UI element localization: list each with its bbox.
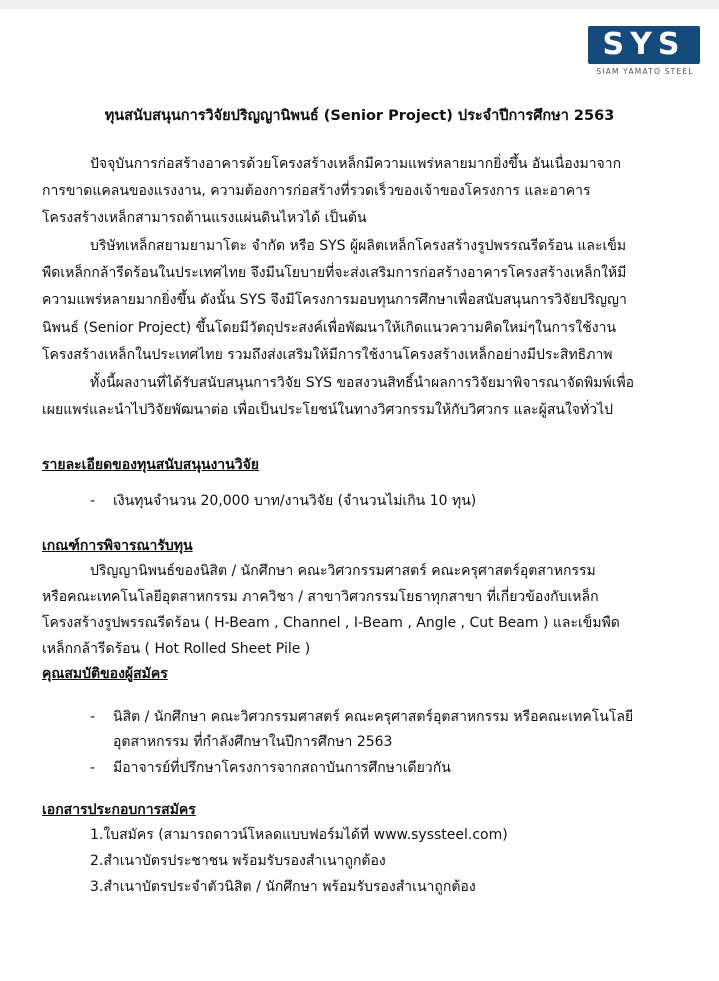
intro-line: นิพนธ์ (Senior Project) ขึ้นโดยมีวัตถุประสงค์เพื่อพัฒนาให้เกิดแนวความคิดใหม่ๆในการใช้งาน bbox=[42, 320, 617, 336]
logo-mark-box bbox=[588, 26, 700, 64]
qualifications-heading: คุณสมบัติของผู้สมัคร bbox=[42, 666, 168, 682]
intro-line: โครงสร้างเหล็กสามารถต้านแรงแผ่นดินไหวได้ เป็นต้น bbox=[42, 210, 367, 226]
intro-line: ทั้งนี้ผลงานที่ได้รับสนับสนุนการวิจัย SYS ขอสงวนสิทธิ์นำผลการวิจัยมาพิจารณาจัดพิมพ์เพื่อ bbox=[90, 375, 635, 391]
documents-item: 3.สำเนาบัตรประจำตัวนิสิต / นักศึกษา พร้อมรับรองสำเนาถูกต้อง bbox=[90, 879, 476, 895]
criteria-heading: เกณฑ์การพิจารณารับทุน bbox=[42, 538, 193, 554]
intro-line: พืดเหล็กกล้ารีดร้อนในประเทศไทย จึงมีนโยบายที่จะส่งเสริมการก่อสร้างอาคารโครงสร้างเหล็กให้มี bbox=[42, 265, 627, 281]
documents-heading: เอกสารประกอบการสมัคร bbox=[42, 802, 196, 818]
intro-line: ความแพร่หลายมากยิ่งขึ้น ดังนั้น SYS จึงมีโครงการมอบทุนการศึกษาเพื่อสนับสนุนการวิจัยปริญญา bbox=[42, 292, 627, 308]
documents-item: 1.ใบสมัคร (สามารถดาวน์โหลดแบบฟอร์มได้ที่ www.syssteel.com) bbox=[90, 827, 508, 843]
criteria-line: ปริญญานิพนธ์ของนิสิต / นักศึกษา คณะวิศวกรรมศาสตร์ คณะครุศาสตร์อุตสาหกรรม bbox=[90, 563, 596, 579]
logo-mark: SYS bbox=[602, 27, 686, 62]
intro-line: บริษัทเหล็กสยามยามาโตะ จำกัด หรือ SYS ผู้ผลิตเหล็กโครงสร้างรูปพรรณรีดร้อน และเข็ม bbox=[90, 238, 627, 254]
documents-item: 2.สำเนาบัตรประชาชน พร้อมรับรองสำเนาถูกต้อง bbox=[90, 853, 386, 869]
qualifications-item: มีอาจารย์ที่ปรึกษาโครงการจากสถาบันการศึกษาเดียวกัน bbox=[113, 760, 451, 776]
details-item: เงินทุนจำนวน 20,000 บาท/งานวิจัย (จำนวนไม่เกิน 10 ทุน) bbox=[113, 493, 477, 509]
qualifications-bullet-mark: - bbox=[90, 709, 96, 725]
qualifications-item: นิสิต / นักศึกษา คณะวิศวกรรมศาสตร์ คณะครุศาสตร์อุตสาหกรรม หรือคณะเทคโนโลยี bbox=[113, 709, 634, 725]
criteria-line: โครงสร้างรูปพรรณรีดร้อน ( H-Beam , Channel , I-Beam , Angle , Cut Beam ) และเข็มพืด bbox=[42, 615, 620, 631]
sys-logo bbox=[588, 26, 702, 86]
intro-line: โครงสร้างเหล็กในประเทศไทย รวมถึงส่งเสริมให้มีการใช้งานโครงสร้างเหล็กอย่างมีประสิทธิภาพ bbox=[42, 347, 613, 363]
logo-subtitle: SIAM YAMATO STEEL bbox=[596, 67, 694, 76]
intro-line: การขาดแคลนของแรงงาน, ความต้องการก่อสร้างที่รวดเร็วของเจ้าของโครงการ และอาคาร bbox=[42, 183, 591, 199]
page-title: ทุนสนับสนุนการวิจัยปริญญานิพนธ์ (Senior Project) ประจำปีการศึกษา 2563 bbox=[104, 108, 615, 124]
details-bullet-mark: - bbox=[90, 493, 96, 509]
criteria-line: เหล็กกล้ารีดร้อน ( Hot Rolled Sheet Pile ) bbox=[42, 641, 311, 657]
qualifications-bullet-mark: - bbox=[90, 760, 96, 776]
details-heading: รายละเอียดของทุนสนับสนุนงานวิจัย bbox=[42, 457, 260, 473]
intro-line: ปัจจุบันการก่อสร้างอาคารด้วยโครงสร้างเหล็กมีความแพร่หลายมากยิ่งขึ้น อันเนื่องมาจาก bbox=[90, 156, 622, 172]
criteria-line: หรือคณะเทคโนโลยีอุตสาหกรรม ภาควิชา / สาขาวิศวกรรมโยธาทุกสาขา ที่เกี่ยวข้องกับเหล็ก bbox=[42, 589, 599, 605]
qualifications-item-continued: อุตสาหกรรม ที่กำลังศึกษาในปีการศึกษา 2563 bbox=[113, 734, 393, 750]
intro-line: เผยแพร่และนำไปวิจัยพัฒนาต่อ เพื่อเป็นประโยชน์ในทางวิศวกรรมให้กับวิศวกร และผู้สนใจทั่วไป bbox=[42, 402, 614, 418]
top-strip bbox=[0, 0, 719, 9]
